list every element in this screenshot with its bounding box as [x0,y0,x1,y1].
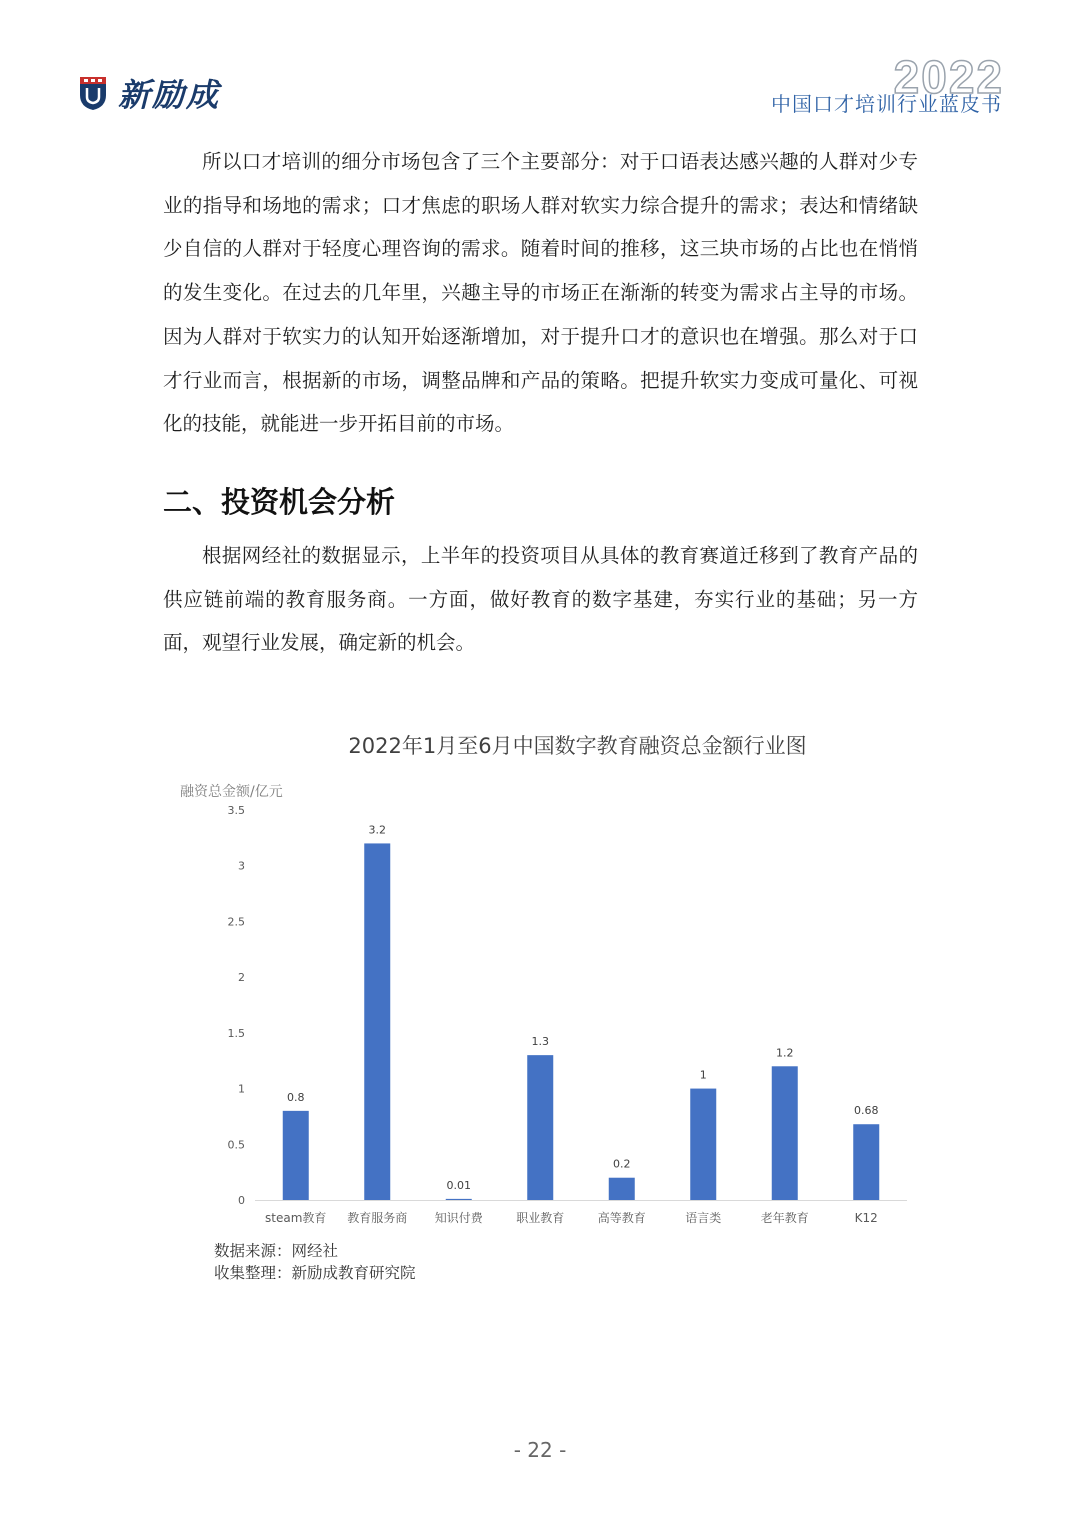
data-label: 1.2 [776,1046,794,1060]
data-source-value: 网经社 [291,1242,339,1260]
y-axis-label: 融资总金额/亿元 [180,784,283,800]
header-year: 2022 [893,51,1004,103]
x-tick-label: steam教育 [265,1211,327,1225]
chart-container [170,720,920,1240]
page-header [0,0,1080,130]
brand-logo [78,70,220,116]
body-paragraph-2: 根据网经社的数据显示，上半年的投资项目从具体的教育赛道迁移到了教育产品的供应链前端的教育服务商。一方面，做好教育的数字基建，夯实行业的基础；另一方面，观望行业发展，确定新的机会。 [163,544,918,655]
x-tick-label: 高等教育 [597,1211,646,1225]
x-tick-label: 教育服务商 [347,1211,408,1225]
bar [690,1089,716,1200]
data-label: 1 [699,1068,707,1082]
brand-name: 新励成 [118,76,221,114]
y-tick-label: 1.5 [227,1026,245,1040]
bar [364,843,390,1200]
y-tick-label: 0 [238,1194,245,1207]
body-paragraph-1: 所以口才培训的细分市场包含了三个主要部分：对于口语表达感兴趣的人群对少专业的指导和场地的需求；口才焦虑的职场人群对软实力综合提升的需求；表达和情绪缺少自信的人群对于轻度心理咨询的需求。随着时间的推移，这三块市场的占比也在悄悄的发生变化。在过去的几年里，兴趣主导的市场正在渐渐的转变为需求占主导的市场。因为人群对于软实力的认知开始逐渐增加，对于提升口才的意识也在增强。那么对于口才行业而言，根据新的市场，调整品牌和产品的策略。把提升软实力变成可量化、可视化的技能，就能进一步开拓目前的市场。 [163,150,918,436]
compiled-by-line [214,1262,416,1284]
x-tick-label: K12 [854,1211,878,1225]
bar-chart [170,720,920,1240]
data-label: 1.3 [531,1035,549,1049]
x-tick-label: 老年教育 [760,1211,809,1225]
y-tick-label: 3 [238,859,245,873]
compiled-by-label: 收集整理： [214,1264,292,1282]
y-tick-label: 0.5 [227,1138,245,1152]
shield-logo-icon [78,75,108,111]
compiled-by-value: 新励成教育研究院 [291,1264,416,1282]
x-tick-label: 语言类 [685,1211,722,1225]
y-tick-label: 1 [238,1082,245,1096]
data-source-line [214,1240,416,1262]
x-tick-label: 职业教育 [516,1211,565,1225]
chart-title: 2022年1月至6月中国数字教育融资总金额行业图 [348,734,807,758]
data-source-label: 数据来源： [214,1242,292,1260]
bar [446,1199,472,1200]
bar [527,1055,553,1200]
data-label: 0.01 [446,1178,471,1192]
report-title: 中国口才培训行业蓝皮书 [771,92,1002,116]
data-label: 0.8 [287,1090,305,1104]
bar [283,1111,309,1200]
bar [609,1178,635,1200]
page-number: - 22 - [513,1438,567,1462]
data-label: 0.68 [854,1104,879,1118]
section-heading: 二、投资机会分析 [163,485,396,519]
y-tick-label: 2 [238,971,245,985]
data-label: 0.2 [613,1157,631,1171]
data-label: 3.2 [368,823,386,837]
y-tick-label: 2.5 [227,915,245,929]
bar [853,1124,879,1200]
data-source-block [214,1240,416,1284]
y-tick-label: 3.5 [227,804,245,817]
x-tick-label: 知识付费 [434,1211,483,1225]
bar [772,1066,798,1200]
